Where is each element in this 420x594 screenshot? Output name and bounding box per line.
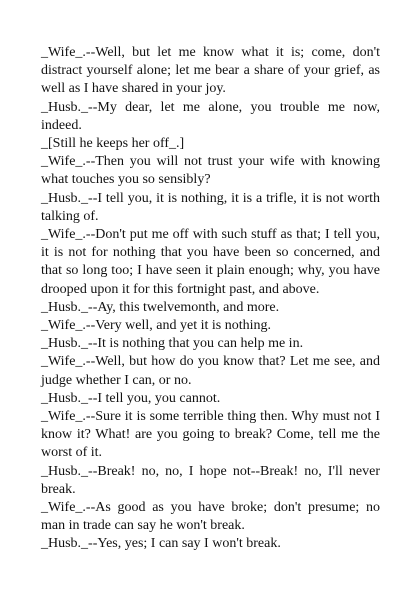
dialogue-paragraph-husband-3: _Husb._--Ay, this twelvemonth, and more. bbox=[41, 299, 280, 315]
document-page bbox=[41, 44, 380, 554]
dialogue-paragraph-husband-7: _Husb._--Yes, yes; I can say I won't break. bbox=[41, 536, 281, 552]
dialogue-paragraph-wife-7: _Wife_.--As good as you have broke; don't presume; no man in trade can say he won't break. bbox=[41, 500, 380, 534]
dialogue-paragraph-wife-1: _Wife_.--Well, but let me know what it is; come, don't distract yourself alone; let me bear a share of your grief, as well as I have shared in your joy. bbox=[41, 45, 380, 97]
dialogue-paragraph-wife-6: _Wife_.--Sure it is some terrible thing then. Why must not I know it? What! are you going to break? Come, tell me the worst of it. bbox=[41, 409, 380, 461]
dialogue-paragraph-wife-3: _Wife_.--Don't put me off with such stuff as that; I tell you, it is not for nothing that you have been so concerned, and that so long too; I have seen it plain enough; why, you have drooped upon it for this fortnight past, and above. bbox=[41, 227, 380, 297]
dialogue-paragraph-wife-5: _Wife_.--Well, but how do you know that? Let me see, and judge whether I can, or no. bbox=[41, 354, 380, 388]
dialogue-paragraph-husband-5: _Husb._--I tell you, you cannot. bbox=[41, 390, 221, 406]
stage-direction: _[Still he keeps her off_.] bbox=[41, 136, 185, 152]
dialogue-paragraph-husband-2: _Husb._--I tell you, it is nothing, it is a trifle, it is not worth talking of. bbox=[41, 190, 380, 224]
dialogue-paragraph-husband-1: _Husb._--My dear, let me alone, you trouble me now, indeed. bbox=[41, 99, 380, 133]
dialogue-paragraph-wife-2: _Wife_.--Then you will not trust your wife with knowing what touches you so sensibly? bbox=[41, 154, 380, 188]
dialogue-paragraph-husband-4: _Husb._--It is nothing that you can help me in. bbox=[41, 336, 304, 352]
dialogue-paragraph-wife-4: _Wife_.--Very well, and yet it is nothing. bbox=[41, 318, 271, 334]
dialogue-paragraph-husband-6: _Husb._--Break! no, no, I hope not--Break! no, I'll never break. bbox=[41, 463, 380, 497]
